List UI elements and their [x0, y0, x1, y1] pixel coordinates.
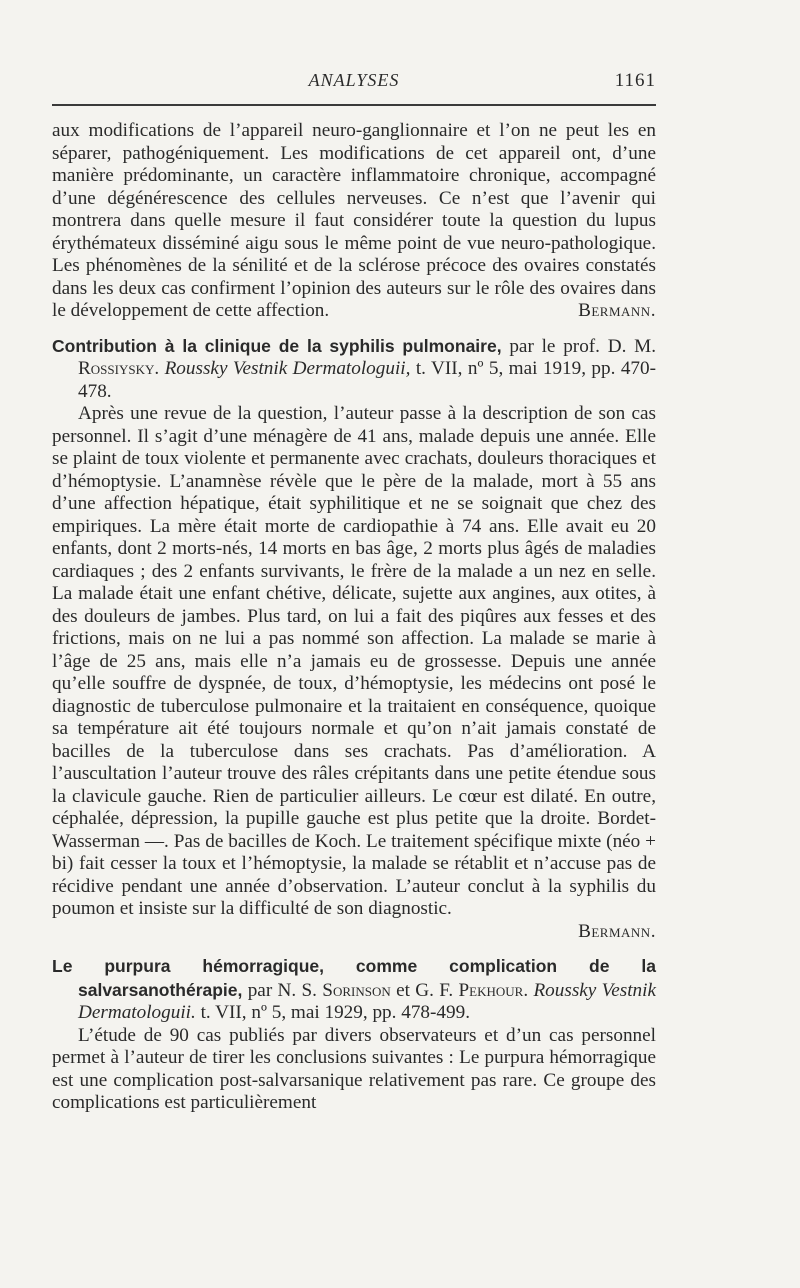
article1-signature: Bermann.: [578, 300, 656, 321]
article2-signature: Bermann.: [578, 920, 656, 942]
running-head: [52, 64, 656, 104]
article2-heading: [52, 335, 656, 404]
article3-body: L’étude de 90 cas publiés par divers observateurs et d’un cas personnel permet à l’auteur de tirer les conclusions suivantes : Le purpura hémorragique est une complication post-salvarsanique relativement pas rare. Ce groupe des complications est particulièrement: [52, 1024, 656, 1113]
article1-body: aux modifications de l’appareil neuro-ganglionnaire et l’on ne peut les en séparer, pathogéniquement. Les modifications de cet appareil ont, d’une manière prédominante, un caractère inflammatoire chronique, accompagné d’une dégénérescence des cellules nerveuses. Ce n’est que l’avenir qui montrera dans quelle mesure il faut considérer toute la question du lupus érythémateux disséminé aigu sous le même point de vue neuro-pathologique. Les phénomènes de la sénilité et de la sclérose précoce des ovaires constatés dans les deux cas confirment l’opinion des auteurs sur le rôle des ovaires dans le développement de cette affection.: [52, 120, 656, 321]
page: [52, 64, 656, 1115]
article3-title: Le purpura hémorragique, comme complication de la salvarsanothérapie,: [52, 956, 656, 1000]
spacer: [52, 943, 656, 955]
article2-by: par le prof. D. M.: [501, 335, 657, 357]
article3-journal: Roussky Vestnik Dermatologuii.: [78, 979, 656, 1023]
running-title: ANALYSES: [308, 70, 400, 90]
article2-title: Contribution à la clinique de la syphilis pulmonaire,: [52, 335, 502, 356]
article3-author1: Sorinson: [322, 979, 391, 1001]
article1-text: [52, 120, 656, 323]
article3-citation: t. VII, nº 5, mai 1929, pp. 478-499.: [195, 1002, 470, 1023]
page-number: 1161: [614, 70, 656, 91]
article3-and: et G. F.: [390, 979, 459, 1001]
article2-journal: Roussky Vestnik Dermatologuii,: [159, 358, 411, 379]
article3-author2: Pekhour.: [458, 979, 529, 1001]
article3-by: par N. S.: [242, 979, 323, 1001]
article2-body: Après une revue de la question, l’auteur passe à la description de son cas personnel. Il s’agit d’une ménagère de 41 ans, malade depuis une année. Elle se plaint de toux violente et permanente avec crachats, douleurs thoraciques et d’hémoptysie. L’anamnèse révèle que le père de la malade, mort à 55 ans d’une affection hépatique, était syphilitique et ne se soignait que chez des empiriques. La mère était morte de cardiopathie à 74 ans. Elle avait eu 20 enfants, dont 2 morts-nés, 14 morts en bas âge, 2 morts plus âgés de maladies cardiaques ; des 2 enfants survivants, le frère de la malade a un nez en selle. La malade était une enfant chétive, délicate, sujette aux angines, aux otites, à des douleurs de jambes. Plus tard, on lui a fait des piqûres aux fesses et des frictions, mais on ne lui a pas nommé son affection. La malade se marie à l’âge de 25 ans, mais elle n’a jamais eu de grossesse. Depuis une année qu’elle souffre de dyspnée, de toux, d’hémoptysie, les médecins ont posé le diagnostic de tuberculose pulmonaire et la traitaient en conséquence, quoique sa température ait été toujours normale et qu’on n’ait jamais constaté de bacilles de la tuberculose dans ses crachats. Pas d’amélioration. A l’auscultation l’auteur trouve des râles crépitants dans une petite étendue sous la clavicule gauche. Rien de particulier ailleurs. Le cœur est dilaté. En outre, céphalée, dépression, la pupille gauche est plus petite que la droite. Bordet-Wasserman —. Pas de bacilles de Koch. Le traitement spécifique mixte (néo + bi) fait cesser la toux et l’hémoptysie, la malade se rétablit et n’accuse pas de récidive pendant une année d’observation. L’auteur conclut à la syphilis du poumon et insiste sur la difficulté de son diagnostic.: [52, 403, 656, 919]
article2-citation: t. VII, nº 5, mai 1919, pp. 470-478.: [78, 358, 657, 402]
header-rule: [52, 104, 656, 106]
article2-author: Rossiysky.: [78, 358, 160, 379]
article3-heading: [52, 955, 656, 1025]
